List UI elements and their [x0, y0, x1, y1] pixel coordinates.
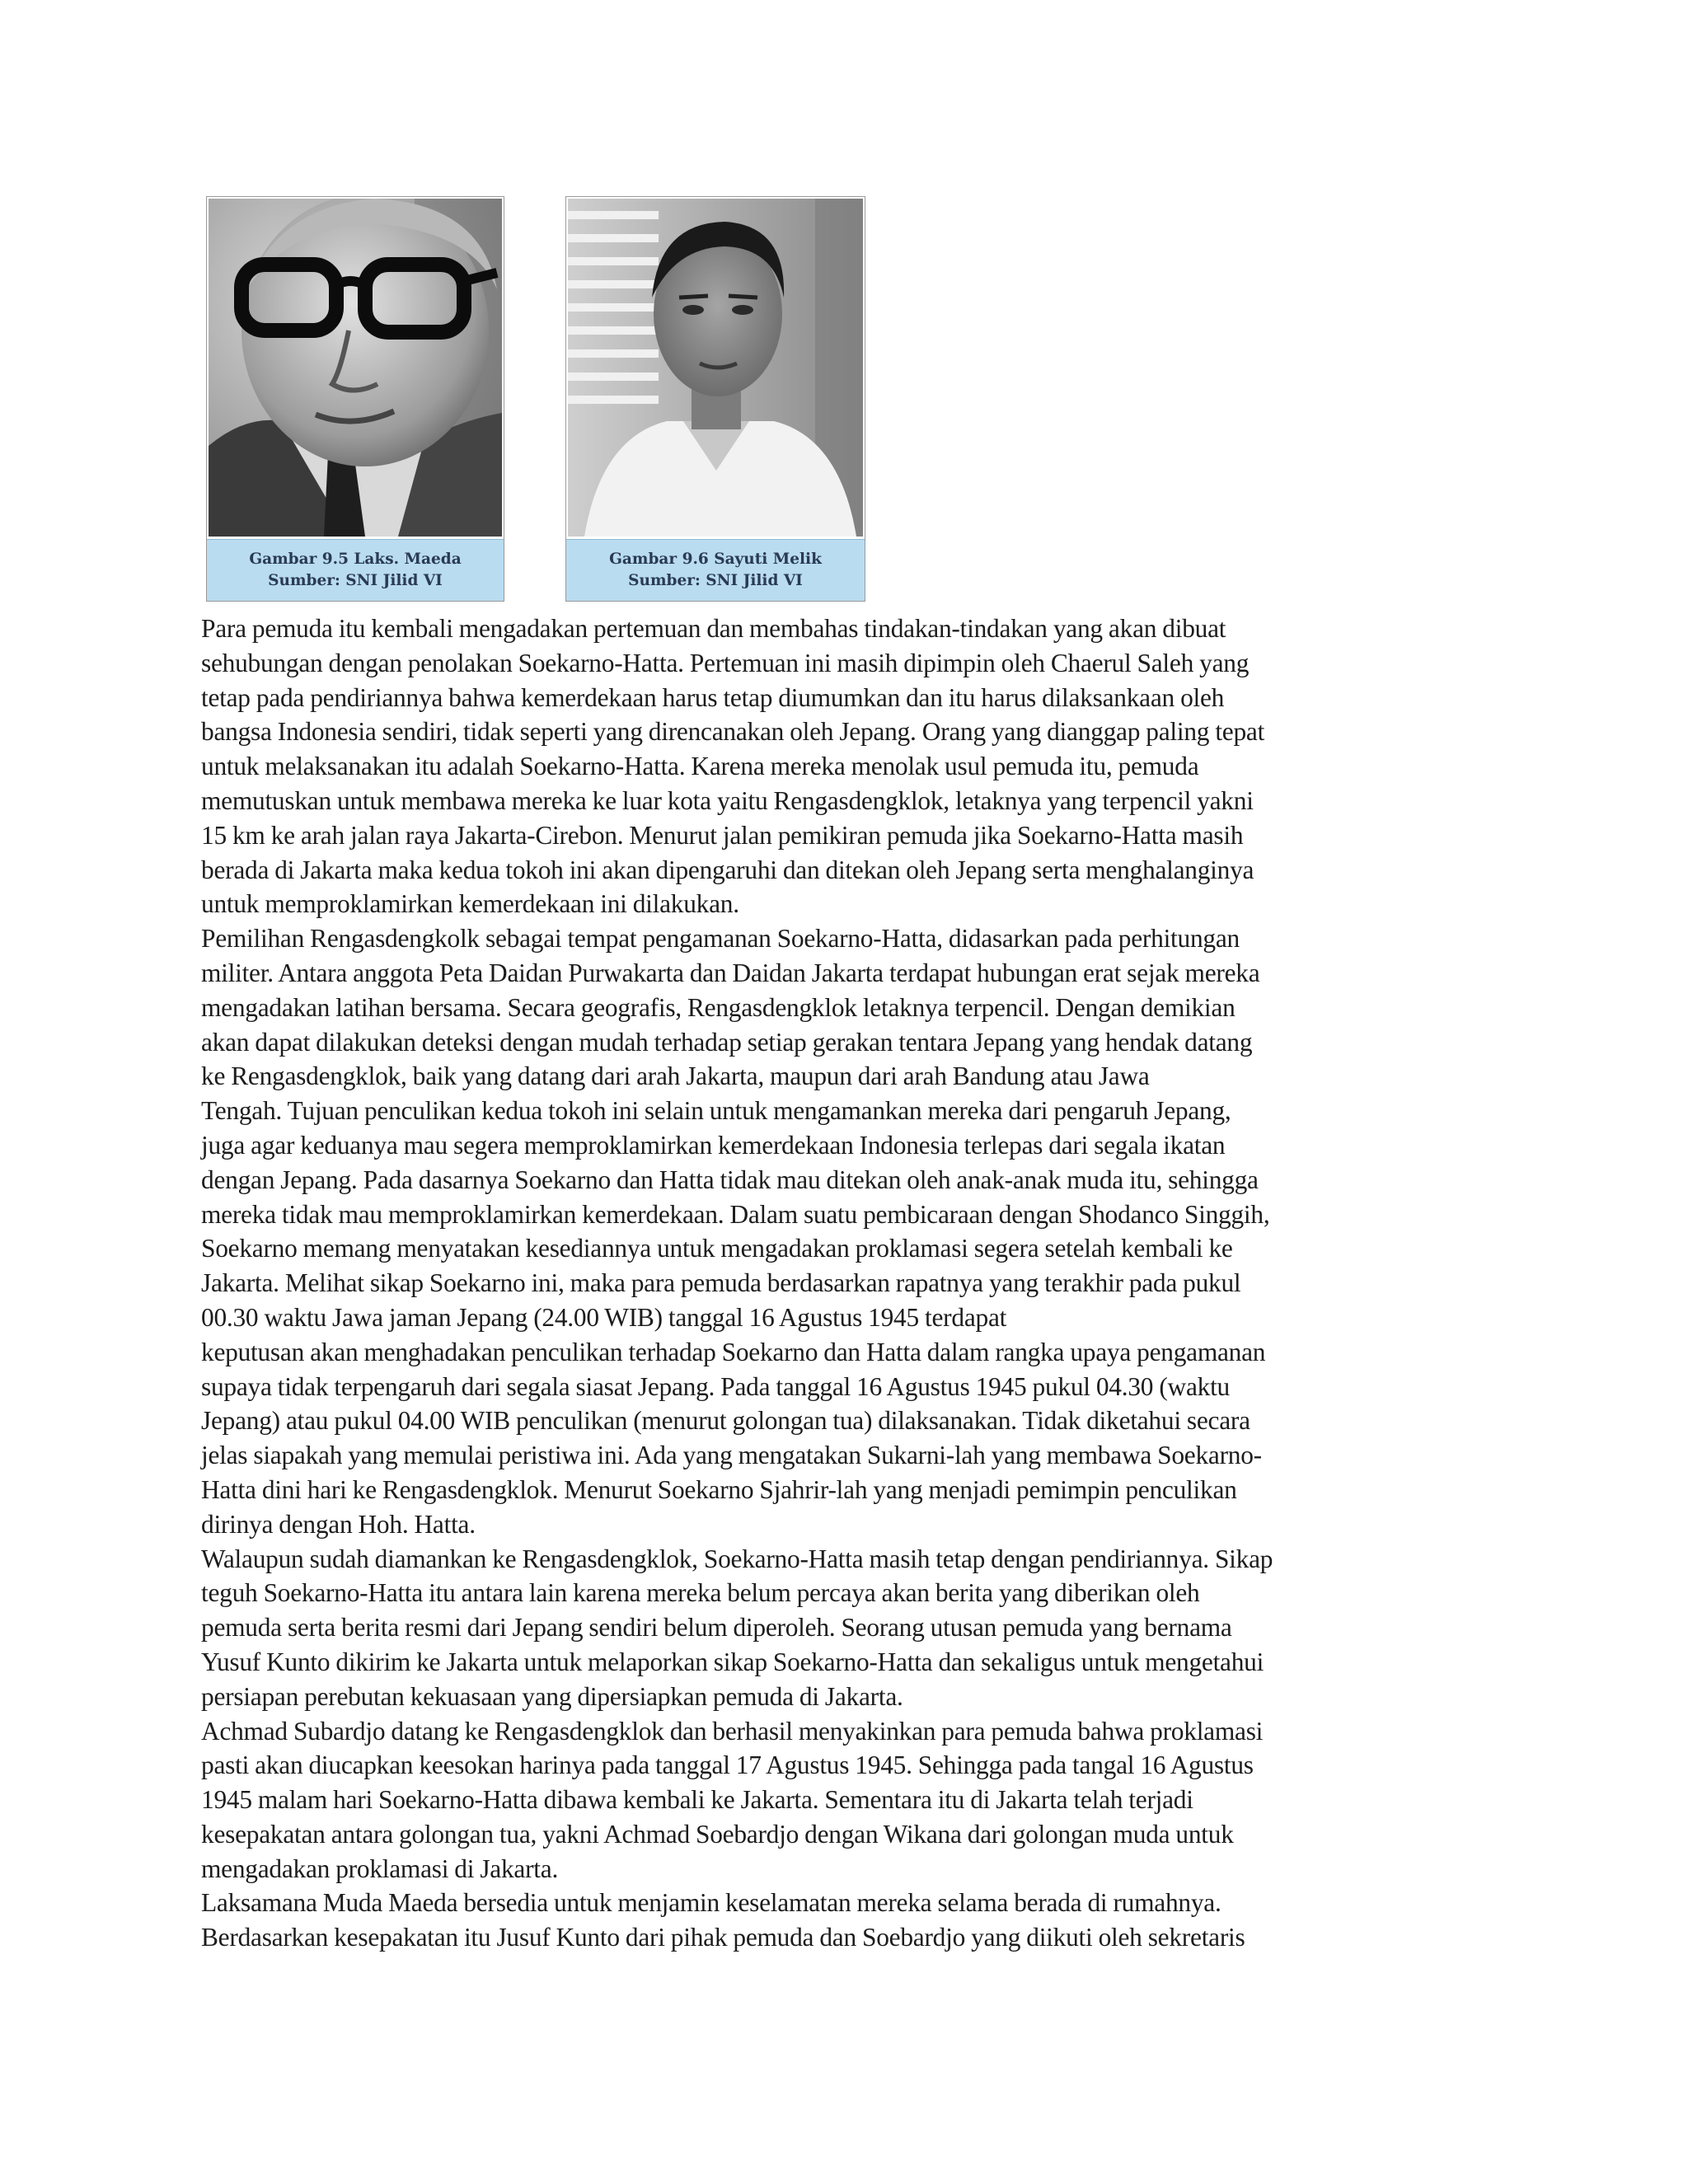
- article-line: Tengah. Tujuan penculikan kedua tokoh ini selain untuk mengamankan mereka dari pengaruh Jepang,: [201, 1096, 1231, 1126]
- article-line: Laksamana Muda Maeda bersedia untuk menjamin keselamatan mereka selama berada di rumahnya.: [201, 1888, 1221, 1918]
- article-line: Jepang) atau pukul 04.00 WIB penculikan (menurut golongan tua) dilaksanakan. Tidak diketahui secara: [201, 1406, 1250, 1436]
- article-line: Yusuf Kunto dikirim ke Jakarta untuk melaporkan sikap Soekarno-Hatta dan sekaligus untuk mengetahui: [201, 1647, 1264, 1676]
- article-line: akan dapat dilakukan deteksi dengan mudah terhadap setiap gerakan tentara Jepang yang hendak datang: [201, 1027, 1253, 1057]
- caption-title: Gambar 9.6 Sayuti Melik: [609, 551, 822, 568]
- article-line: teguh Soekarno-Hatta itu antara lain karena mereka belum percaya akan berita yang diberikan oleh: [201, 1578, 1200, 1608]
- article-line: mengadakan latihan bersama. Secara geografis, Rengasdengklok letaknya terpencil. Dengan demikian: [201, 992, 1236, 1022]
- article-line: Hatta dini hari ke Rengasdengklok. Menurut Soekarno Sjahrir-lah yang menjadi pemimpin penculikan: [201, 1474, 1237, 1504]
- article-line: juga agar keduanya mau segera memproklamirkan kemerdekaan Indonesia terlepas dari segala ikatan: [201, 1130, 1226, 1160]
- article-line: 00.30 waktu Jawa jaman Jepang (24.00 WIB) tanggal 16 Agustus 1945 terdapat: [201, 1302, 1007, 1332]
- article-line: persiapan perebutan kekuasaan yang dipersiapkan pemuda di Jakarta.: [201, 1681, 903, 1711]
- article-line: kesepakatan antara golongan tua, yakni Achmad Soebardjo dengan Wikana dari golongan muda untuk: [201, 1819, 1234, 1849]
- photo-sayuti-melik: [568, 199, 863, 537]
- article-line: Achmad Subardjo datang ke Rengasdengklok dan berhasil menyakinkan para pemuda bahwa proklamasi: [201, 1716, 1264, 1746]
- article-line: pemuda serta berita resmi dari Jepang sendiri belum diperoleh. Seorang utusan pemuda yang bernama: [201, 1613, 1232, 1643]
- figure-sayuti-melik: [565, 196, 865, 602]
- figure-maeda: [206, 196, 504, 602]
- article-line: memutuskan untuk membawa mereka ke luar kota yaitu Rengasdengklok, letaknya yang terpencil yakni: [201, 785, 1254, 815]
- article-line: pasti akan diucapkan keesokan harinya pada tanggal 17 Agustus 1945. Sehingga pada tangal 16 Agustus: [201, 1750, 1254, 1780]
- article-line: jelas siapakah yang memulai peristiwa ini. Ada yang mengatakan Sukarni-lah yang membawa Soekarno-: [201, 1441, 1262, 1470]
- article-line: Pemilihan Rengasdengkolk sebagai tempat pengamanan Soekarno-Hatta, didasarkan pada perhitungan: [201, 924, 1240, 954]
- caption-source: Sumber: SNI Jilid VI: [268, 572, 443, 589]
- photo-maeda: [209, 199, 502, 537]
- article-line: bangsa Indonesia sendiri, tidak seperti yang direncanakan oleh Jepang. Orang yang dianggap paling tepat: [201, 717, 1265, 747]
- article-line: mereka tidak mau memproklamirkan kemerdekaan. Dalam suatu pembicaraan dengan Shodanco Singgih,: [201, 1199, 1270, 1229]
- article-body: [201, 612, 1495, 1955]
- article-line: dirinya dengan Hoh. Hatta.: [201, 1509, 476, 1539]
- article-line: berada di Jakarta maka kedua tokoh ini akan dipengaruhi dan ditekan oleh Jepang serta menghalanginya: [201, 855, 1254, 884]
- article-line: ke Rengasdengklok, baik yang datang dari arah Jakarta, maupun dari arah Bandung atau Jawa: [201, 1062, 1150, 1091]
- article-line: untuk melaksanakan itu adalah Soekarno-Hatta. Karena mereka menolak usul pemuda itu, pemuda: [201, 752, 1199, 781]
- caption-title: Gambar 9.5 Laks. Maeda: [249, 551, 462, 568]
- article-line: Jakarta. Melihat sikap Soekarno ini, maka para pemuda berdasarkan rapatnya yang terakhir pada pukul: [201, 1268, 1241, 1298]
- article-line: 1945 malam hari Soekarno-Hatta dibawa kembali ke Jakarta. Sementara itu di Jakarta telah terjadi: [201, 1785, 1193, 1815]
- article-line: Berdasarkan kesepakatan itu Jusuf Kunto dari pihak pemuda dan Soebardjo yang diikuti oleh sekretaris: [201, 1923, 1245, 1952]
- article-line: supaya tidak terpengaruh dari segala siasat Jepang. Pada tanggal 16 Agustus 1945 pukul 04.30 (waktu: [201, 1371, 1231, 1401]
- article-line: sehubungan dengan penolakan Soekarno-Hatta. Pertemuan ini masih dipimpin oleh Chaerul Saleh yang: [201, 648, 1250, 677]
- article-line: militer. Antara anggota Peta Daidan Purwakarta dan Daidan Jakarta terdapat hubungan erat sejak mereka: [201, 958, 1260, 987]
- article-line: 15 km ke arah jalan raya Jakarta-Cirebon. Menurut jalan pemikiran pemuda jika Soekarno-Hatta masih: [201, 820, 1244, 850]
- article-line: Walaupun sudah diamankan ke Rengasdengklok, Soekarno-Hatta masih tetap dengan pendiriannya. Sikap: [201, 1544, 1273, 1573]
- article-line: tetap pada pendiriannya bahwa kemerdekaan harus tetap diumumkan dan itu harus dilaksankaan oleh: [201, 682, 1225, 712]
- article-line: mengadakan proklamasi di Jakarta.: [201, 1854, 559, 1883]
- article-line: Para pemuda itu kembali mengadakan pertemuan dan membahas tindakan-tindakan yang akan dibuat: [201, 614, 1226, 643]
- article-line: dengan Jepang. Pada dasarnya Soekarno dan Hatta tidak mau ditekan oleh anak-anak muda itu, sehingga: [201, 1165, 1259, 1194]
- article-line: keputusan akan menghadakan penculikan terhadap Soekarno dan Hatta dalam rangka upaya pengamanan: [201, 1337, 1266, 1366]
- caption-source: Sumber: SNI Jilid VI: [628, 572, 803, 589]
- article-line: Soekarno memang menyatakan kesediannya untuk mengadakan proklamasi segera setelah kembali ke: [201, 1234, 1233, 1263]
- figure-caption-maeda: [207, 539, 504, 601]
- article-line: untuk memproklamirkan kemerdekaan ini dilakukan.: [201, 889, 739, 919]
- figure-caption-sayuti-melik: [566, 539, 865, 601]
